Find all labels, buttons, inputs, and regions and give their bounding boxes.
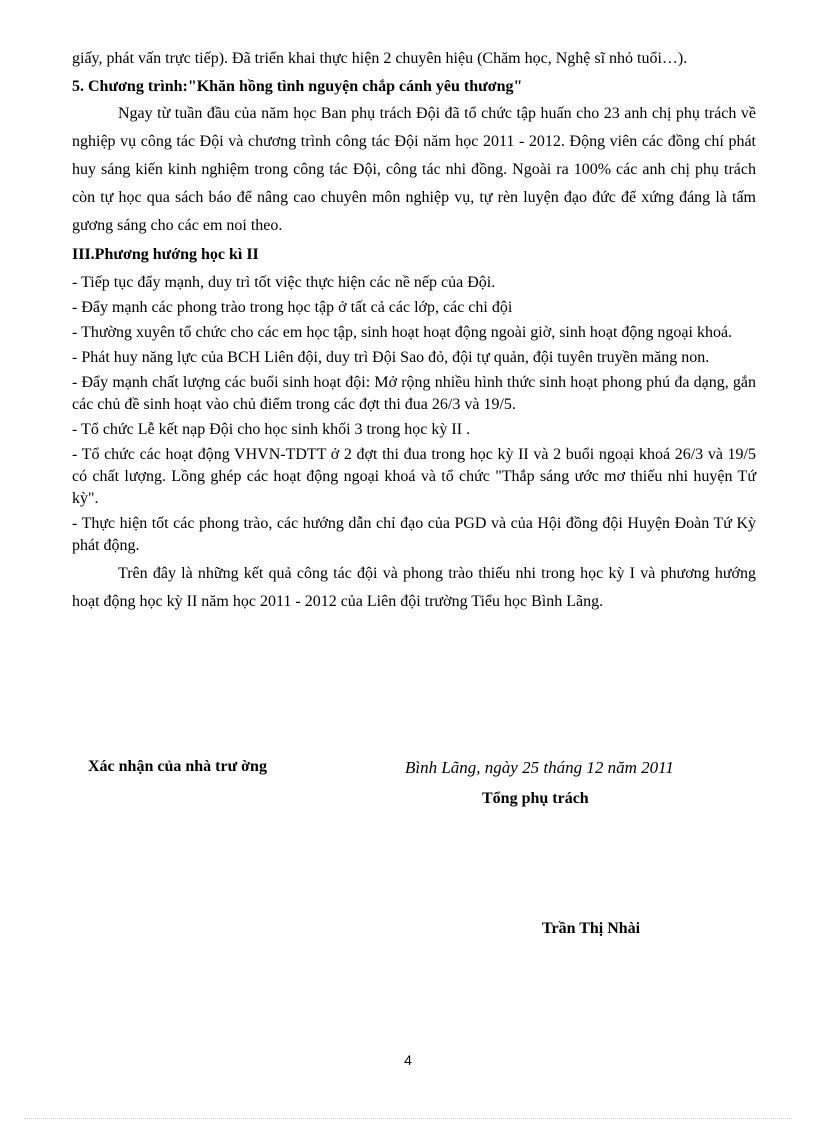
- list-item: - Đẩy mạnh các phong trào trong học tập ở tất cả các lớp, các chi đội: [72, 299, 513, 316]
- list-item: - Tổ chức Lễ kết nạp Đội cho học sinh khối 3 trong học kỳ II .: [72, 421, 471, 438]
- list-item: - Tổ chức các hoạt động VHVN-TDTT ở 2 đợt thi đua trong học kỳ II và 2 buổi ngoại khoá 26/3 và 19/5 có chất lượng. Lồng ghép các hoạt động ngoại khoá và tổ chức "Thắp sáng ước mơ thiếu nhi huyện Tứ kỳ".: [72, 446, 756, 507]
- page-number: 4: [404, 1052, 412, 1068]
- list-item: - Đẩy mạnh chất lượng các buổi sinh hoạt đội: Mở rộng nhiều hình thức sinh hoạt phong phú đa dạng, gắn các chủ đề sinh hoạt vào chủ điểm trong các đợt thi đua 26/3 và 19/5.: [72, 374, 756, 413]
- paragraph-continuation: giấy, phát vấn trực tiếp). Đã triển khai thực hiện 2 chuyên hiệu (Chăm học, Nghệ sĩ nhỏ tuổi…).: [72, 50, 688, 67]
- document-body: [72, 48, 756, 616]
- closing-paragraph: Trên đây là những kết quả công tác đội và phong trào thiếu nhi trong học kỳ I và phương hướng hoạt động học kỳ II năm học 2011 - 2012 của Liên đội trường Tiểu học Bình Lãng.: [72, 565, 756, 610]
- signer-name: Trần Thị Nhài: [542, 920, 641, 937]
- section-3-heading: III.Phương hướng học kì II: [72, 246, 259, 263]
- section-5-body: Ngay từ tuần đầu của năm học Ban phụ trách Đội đã tổ chức tập huấn cho 23 anh chị phụ trách về nghiệp vụ công tác Đội và chương trình công tác Đội năm học 2011 - 2012. Động viên các đồng chí phát huy sáng kiến kinh nghiệm trong công tác Đội, công tác nhi đồng. Ngoài ra 100% các anh chị phụ trách còn tự học qua sách báo để nâng cao chuyên môn nghiệp vụ, tự rèn luyện đạo đức để xứng đáng là tấm gương sáng cho các em noi theo.: [72, 105, 756, 234]
- page-bottom-divider: [24, 1118, 792, 1119]
- school-confirmation-label: Xác nhận của nhà trư ờng: [88, 758, 267, 775]
- signer-title: Tổng phụ trách: [482, 790, 589, 807]
- direction-list: [72, 272, 756, 557]
- list-item: - Thực hiện tốt các phong trào, các hướng dẫn chỉ đạo của PGD và của Hội đồng đội Huyện Đoàn Tứ Kỳ phát động.: [72, 515, 756, 554]
- list-item: - Tiếp tục đẩy mạnh, duy trì tốt việc thực hiện các nề nếp của Đội.: [72, 274, 496, 291]
- date-line: Bình Lãng, ngày 25 tháng 12 năm 2011: [405, 758, 674, 777]
- section-5-heading: 5. Chương trình:"Khăn hồng tình nguyện chắp cánh yêu thương": [72, 78, 523, 95]
- list-item: - Thường xuyên tổ chức cho các em học tập, sinh hoạt hoạt động ngoài giờ, sinh hoạt động ngoại khoá.: [72, 324, 733, 341]
- list-item: - Phát huy năng lực của BCH Liên đội, duy trì Đội Sao đỏ, đội tự quản, đội tuyên truyền măng non.: [72, 349, 710, 366]
